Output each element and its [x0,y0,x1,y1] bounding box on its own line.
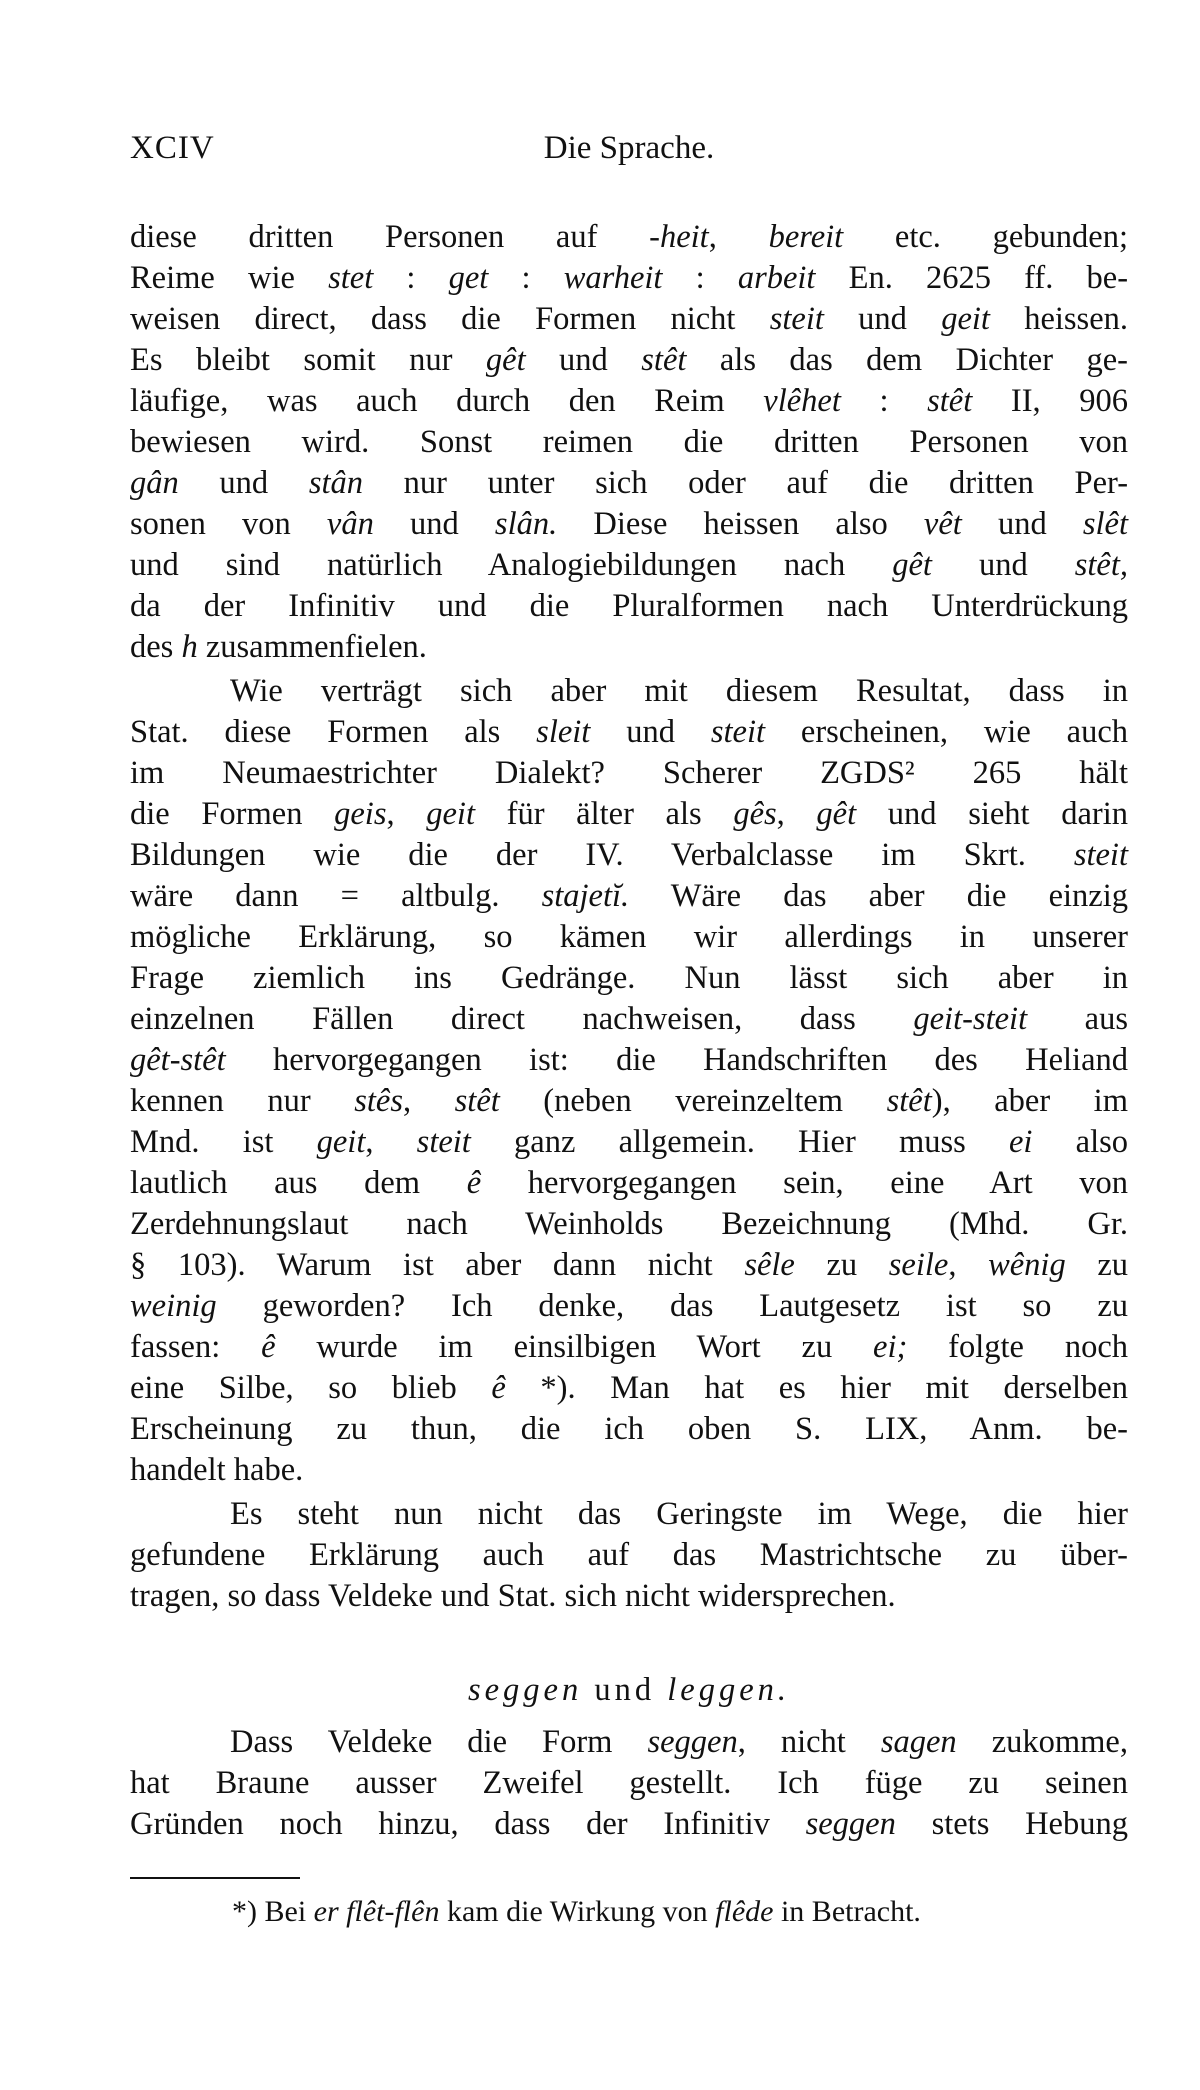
italic-word: bereit [768,219,844,255]
italic-word: wênig [988,1247,1066,1283]
text-run: : [662,260,738,296]
text-run: zusammenfielen. [197,629,427,665]
text-run: fassen: [130,1329,262,1365]
text-run: diese dritten Personen auf [130,219,650,255]
text-line [130,999,1128,1039]
text-run: hervorgegangen sein, eine Art von [481,1165,1128,1201]
text-line [130,1763,1128,1803]
text-run: etc. gebunden; [843,219,1129,255]
text-run: und [525,342,642,378]
text-run: und sieht darin [856,796,1128,832]
text-run: ganz allgemein. Hier muss [470,1124,1009,1160]
italic-word: ei; [873,1329,908,1365]
italic-word: stân [308,465,364,501]
italic-word: stês [354,1083,403,1119]
text-run: Gründen noch hinzu, dass der Infinitiv [130,1806,806,1842]
text-run: die Formen [130,796,335,832]
text-run: , [386,796,427,832]
page-header [130,130,1128,172]
italic-word: sleit [536,714,591,750]
text-run: Stat. diese Formen als [130,714,537,750]
text-run: für älter als [474,796,734,832]
text-run: zu [794,1247,889,1283]
text-run: Es steht nun nicht das Geringste im Wege, die hier [230,1496,1128,1532]
text-run: zu [1065,1247,1128,1283]
text-line [230,1722,1128,1762]
text-line [130,586,1128,626]
text-line [130,958,1128,998]
text-run: des [130,629,182,665]
text-run: wurde im einsilbigen Wort zu [275,1329,874,1365]
text-run: Bildungen wie die der IV. Verbalclasse im Skrt. [130,837,1074,873]
italic-word: gân [130,465,179,501]
text-run: En. 2625 ff. be- [815,260,1129,296]
italic-word: steit [1073,837,1128,873]
text-run: und sind natürlich Analogiebildungen nach [130,547,893,583]
text-line [130,1122,1128,1162]
italic-word: sagen [880,1724,957,1760]
italic-word: slân. [494,506,558,542]
italic-word: ê [491,1370,506,1406]
italic-word: stajetĭ. [541,878,630,914]
text-line [130,1368,1128,1408]
text-run: , [708,219,769,255]
italic-word: stêt [927,383,973,419]
italic-word: seile [888,1247,949,1283]
page-number: XCIV [130,130,215,166]
italic-word: ei [1008,1124,1033,1160]
text-line [130,1040,1128,1080]
text-line [130,299,1128,339]
text-run: hat Braune ausser Zweifel gestellt. Ich füge zu seinen [130,1765,1128,1801]
italic-word: gêt [892,547,932,583]
text-run: Zerdehnungslaut nach Weinholds Bezeichnung (Mhd. Gr. [130,1206,1128,1242]
text-line [130,258,1128,298]
italic-word: seggen [647,1724,738,1760]
text-run: folgte noch [907,1329,1129,1365]
text-run: und [823,301,942,337]
italic-word: -heit [649,219,709,255]
text-line [130,340,1128,380]
italic-word: stêt [886,1083,932,1119]
italic-word: er flêt-flên [313,1895,440,1928]
text-line [130,1245,1128,1285]
text-run: Es bleibt somit nur [130,342,486,378]
text-line [130,753,1128,793]
text-run: geworden? Ich denke, das Lautgesetz ist so zu [216,1288,1128,1324]
italic-word: ê [261,1329,276,1365]
text-run: und [590,714,711,750]
text-line [130,712,1128,752]
text-run: kam die Wirkung von [439,1895,716,1928]
text-run: zukomme, [956,1724,1128,1760]
text-run: da der Infinitiv und die Pluralformen nach Unterdrückung [130,588,1128,624]
text-line [130,1450,1128,1490]
italic-word: steit [416,1124,471,1160]
italic-word: flêde [715,1895,774,1928]
text-run: § 103). Warum ist aber dann nicht [130,1247,745,1283]
text-run: heissen. [989,301,1129,337]
footnote [232,1892,1128,1932]
text-line [130,1576,1128,1616]
text-run: Dass Veldeke die Form [230,1724,648,1760]
text-run: stets Hebung [895,1806,1128,1842]
italic-word: h [181,629,198,665]
italic-word: gês [733,796,777,832]
text-run: , [365,1124,417,1160]
section-heading-conjunction: und [594,1672,656,1708]
text-run: Erscheinung zu thun, die ich oben S. LIX, Anm. be- [130,1411,1128,1447]
text-run: und [931,547,1075,583]
text-run: *) Bei [232,1895,314,1928]
text-line [130,504,1128,544]
italic-word: geis [334,796,387,832]
text-line [130,835,1128,875]
text-line [230,671,1128,711]
text-line [130,1327,1128,1367]
italic-word: slêt [1082,506,1129,542]
text-line [230,1494,1128,1534]
text-run: bewiesen wird. Sonst reimen die dritten Personen von [130,424,1128,460]
italic-word: steit [710,714,766,750]
italic-word: stêt [641,342,687,378]
italic-word: geit [316,1124,366,1160]
italic-word: geit [941,301,990,337]
text-run: Wie verträgt sich aber mit diesem Resultat, dass in [230,673,1128,709]
text-run: läufige, was auch durch den Reim [130,383,764,419]
text-line [130,1804,1128,1844]
text-line [130,463,1128,503]
text-line [130,917,1128,957]
text-run: : [488,260,564,296]
italic-word: steit [769,301,824,337]
text-line [130,1163,1128,1203]
text-line [130,381,1128,421]
text-run: weisen direct, dass die Formen nicht [130,301,770,337]
italic-word: sêle [744,1247,795,1283]
text-run: also [1032,1124,1128,1160]
text-run: : [840,383,928,419]
italic-word: stêt [454,1083,500,1119]
italic-word: ê [466,1165,482,1201]
text-run: (neben vereinzeltem [499,1083,887,1119]
text-run: als das dem Dichter ge- [686,342,1128,378]
text-run: Frage ziemlich ins Gedränge. Nun lässt sich aber in [130,960,1128,996]
text-run: aus [1027,1001,1129,1037]
text-run: und [373,506,495,542]
text-run: handelt habe. [130,1452,304,1488]
text-line [130,627,1128,667]
text-run: Diese heissen also [557,506,924,542]
italic-word: gêt [485,342,526,378]
text-run: kennen nur [130,1083,355,1119]
text-run: wäre dann = altbulg. [130,878,542,914]
italic-word: seggen [805,1806,896,1842]
text-run: tragen, so dass Veldeke und Stat. sich nicht widersprechen. [130,1578,896,1614]
text-line [130,1409,1128,1449]
italic-word: vêt [923,506,962,542]
text-line [130,422,1128,462]
text-run: Reime wie [130,260,329,296]
text-line [130,1535,1128,1575]
text-line [130,1204,1128,1244]
text-line [130,876,1128,916]
text-run: einzelnen Fällen direct nachweisen, dass [130,1001,914,1037]
italic-word: get [448,260,489,296]
text-run: II, 906 [972,383,1129,419]
text-run: lautlich aus dem [130,1165,467,1201]
italic-word: weinig [130,1288,217,1324]
italic-word: warheit [563,260,663,296]
text-run: *). Man hat es hier mit derselben [505,1370,1128,1406]
italic-word: vlêhet [763,383,841,419]
text-run: gefundene Erklärung auch auf das Mastrichtsche zu über- [130,1537,1128,1573]
text-run: Wäre das aber die einzig [629,878,1128,914]
text-run: erscheinen, wie auch [765,714,1128,750]
italic-word: gêt-stêt [130,1042,226,1078]
italic-word: geit [426,796,475,832]
section-heading-word: leggen. [667,1672,790,1708]
section-heading [130,1670,1128,1710]
text-run: eine Silbe, so blieb [130,1370,492,1406]
text-run: sonen von [130,506,327,542]
italic-word: stet [328,260,374,296]
text-run: ), aber im [931,1083,1128,1119]
text-run: , [948,1247,989,1283]
text-run: in Betracht. [773,1895,921,1928]
text-run: , [402,1083,455,1119]
section-heading-word: seggen [467,1672,583,1708]
footnote-rule [130,1877,300,1879]
text-run: mögliche Erklärung, so kämen wir allerdings in unserer [130,919,1128,955]
text-run: im Neumaestrichter Dialekt? Scherer ZGDS² 265 hält [130,755,1128,791]
text-run: und [961,506,1083,542]
running-title: Die Sprache. [543,130,715,166]
text-run: : [373,260,449,296]
text-run: und [178,465,309,501]
text-line [130,1081,1128,1121]
italic-word: arbeit [737,260,816,296]
italic-word: gêt [816,796,857,832]
text-line [130,794,1128,834]
italic-word: geit-steit [913,1001,1028,1037]
text-line [130,545,1128,585]
text-run: hervorgegangen ist: die Handschriften des Heliand [225,1042,1128,1078]
italic-word: vân [326,506,374,542]
italic-word: stêt, [1074,547,1129,583]
text-run: nur unter sich oder auf die dritten Per- [363,465,1129,501]
text-line [130,1286,1128,1326]
text-run: , [776,796,817,832]
text-line [130,217,1128,257]
text-run: Mnd. ist [130,1124,317,1160]
text-run: , nicht [737,1724,881,1760]
